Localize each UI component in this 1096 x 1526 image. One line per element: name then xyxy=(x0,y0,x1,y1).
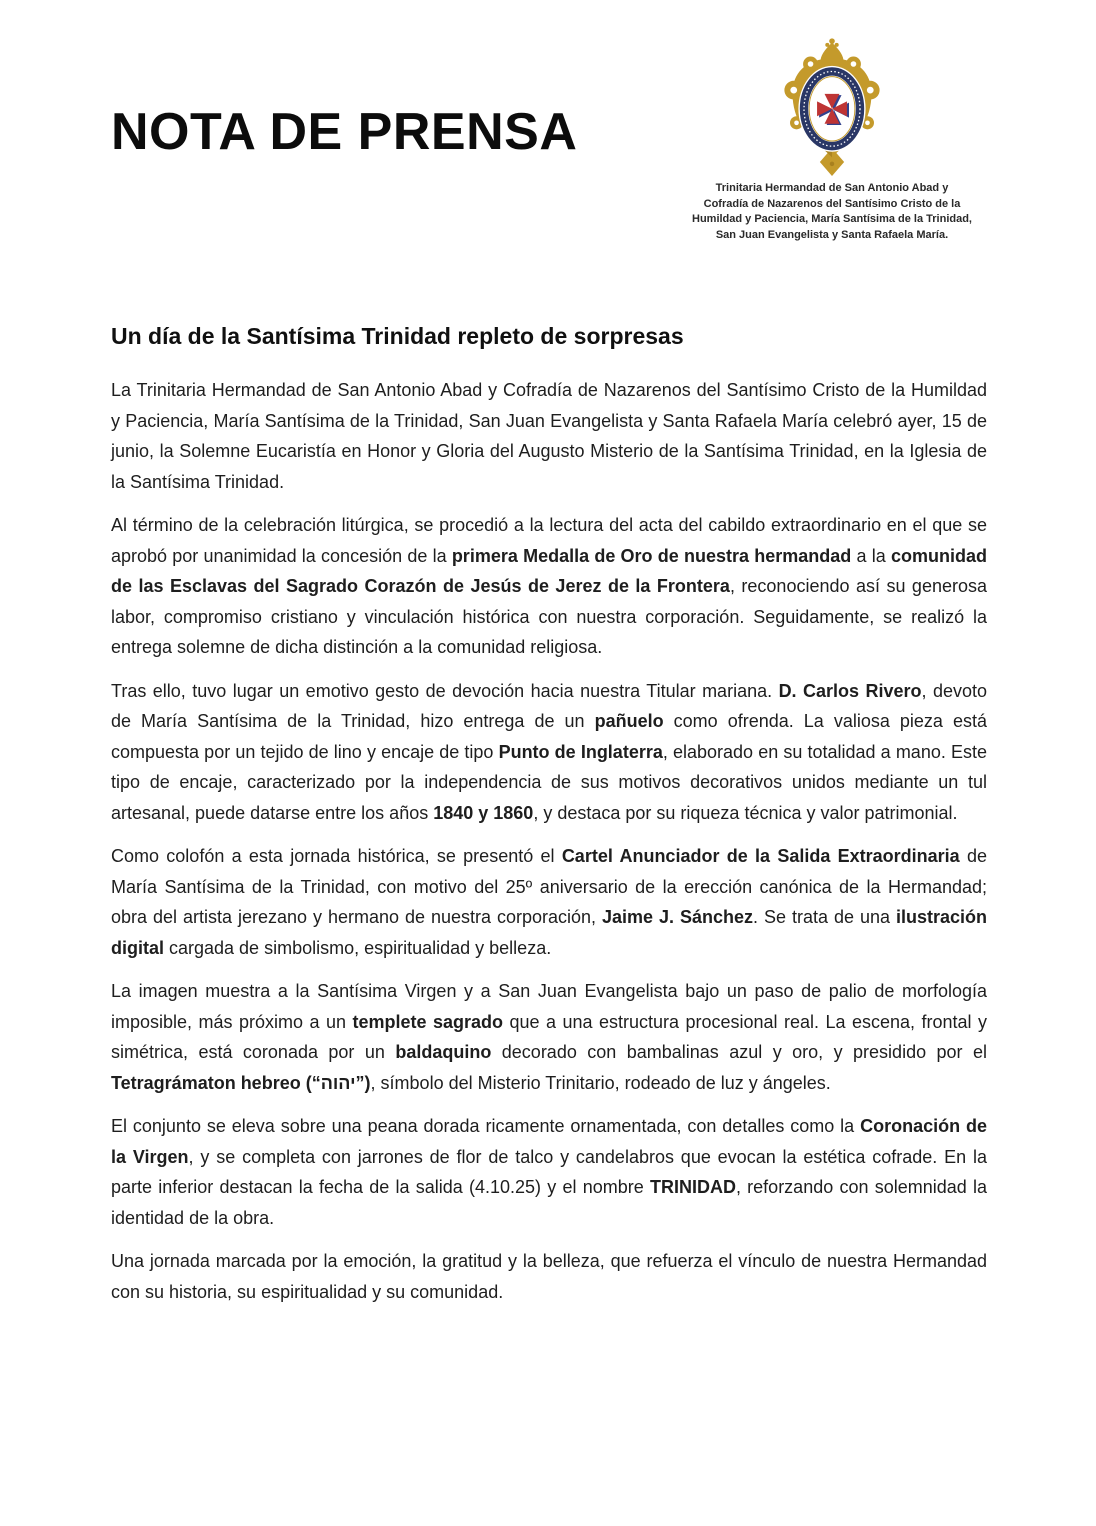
emphasis-text: templete sagrado xyxy=(352,1011,503,1032)
organization-name-line: Trinitaria Hermandad de San Antonio Abad y xyxy=(715,182,949,194)
emphasis-text: 1840 y 1860 xyxy=(433,802,534,823)
body-text: de María Santísima de la Trinidad, con motivo del 25º aniversario de la erección canónica de la Hermandad; obra del artista jerezano y hermano de nuestra corporación, xyxy=(111,846,987,927)
body-text: , y destaca por su riqueza técnica y valor patrimonial. xyxy=(533,802,958,823)
emphasis-text: Punto de Inglaterra xyxy=(498,741,663,762)
emphasis-text: Tetragrámaton hebreo (“יהוה”) xyxy=(111,1072,371,1093)
emphasis-text: Coronación de la Virgen xyxy=(111,1116,987,1167)
emphasis-text: TRINIDAD xyxy=(649,1177,736,1197)
emphasis-text: Jaime J. Sánchez xyxy=(602,907,754,927)
body-text: Al término de la celebración litúrgica, se procedió a la lectura del acta del cabildo extraordinario en el que se aprobó por unanimidad la concesión de la xyxy=(111,515,987,566)
body-text: a la xyxy=(851,545,891,566)
body-text: , símbolo del Misterio Trinitario, rodeado de luz y ángeles. xyxy=(370,1072,831,1093)
hermandad-crest-logo xyxy=(774,36,890,176)
emphasis-text: ilustración digital xyxy=(111,907,987,958)
paragraph-gold-medal xyxy=(111,510,987,663)
body-text: El conjunto se eleva sobre una peana dorada ricamente ornamentada, con detalles como la xyxy=(111,1116,861,1136)
body-text: , reconociendo así su generosa labor, compromiso cristiano y vinculación histórica con nuestra corporación. Seguidamente, se realizó la entrega solemne de dicha distinción a la comunidad religiosa. xyxy=(111,576,987,657)
paragraph-cartel xyxy=(111,841,987,963)
organization-name-line: Cofradía de Nazarenos del Santísimo Cristo de la xyxy=(703,197,961,210)
article-heading: Un día de la Santísima Trinidad repleto de sorpresas xyxy=(111,323,684,349)
organization-name-line: San Juan Evangelista y Santa Rafaela María. xyxy=(715,228,949,241)
emphasis-text: D. Carlos Rivero xyxy=(778,680,922,701)
body-text: , devoto de María Santísima de la Trinidad, hizo entrega de un xyxy=(111,680,988,731)
body-text: , elaborado en su totalidad a mano. Este tipo de encaje, caracterizado por la independencia de sus motivos decorativos unidos mediante un tul artesanal, puede datarse entre los años xyxy=(111,741,987,823)
organization-block xyxy=(658,36,1006,243)
emphasis-text: primera Medalla de Oro de nuestra hermandad xyxy=(451,545,852,566)
emphasis-text: baldaquino xyxy=(395,1042,492,1062)
body-text: , reforzando con solemnidad la identidad de la obra. xyxy=(111,1177,987,1228)
paragraph-eucharist xyxy=(111,375,987,497)
body-text: La Trinitaria Hermandad de San Antonio Abad y Cofradía de Nazarenos del Santísimo Cristo de la Humildad y Paciencia, María Santísima de la Trinidad, San Juan Evangelista y Santa Rafaela María celebró ayer, 15 de junio, la Solemne Eucaristía en Honor y Gloria del Augusto Misterio de la Santísima Trinidad, en la Iglesia de la Santísima Trinidad. xyxy=(111,380,987,492)
body-text: cargada de simbolismo, espiritualidad y belleza. xyxy=(164,937,552,958)
body-text: Tras ello, tuvo lugar un emotivo gesto de devoción hacia nuestra Titular mariana. xyxy=(111,680,779,701)
body-text: como ofrenda. La valiosa pieza está compuesta por un tejido de lino y encaje de tipo xyxy=(111,711,987,762)
body-text: La imagen muestra a la Santísima Virgen y a San Juan Evangelista bajo un paso de palio de morfología imposible, más próximo a un xyxy=(111,981,987,1032)
body-text: Como colofón a esta jornada histórica, se presentó el xyxy=(111,846,562,866)
body-text: decorado con bambalinas azul y oro, y presidido por el xyxy=(491,1042,987,1062)
body-text: Una jornada marcada por la emoción, la gratitud y la belleza, que refuerza el vínculo de nuestra Hermandad con su historia, su espiritualidad y su comunidad. xyxy=(111,1251,987,1302)
article-body xyxy=(111,323,987,1320)
emphasis-text: comunidad de las Esclavas del Sagrado Corazón de Jesús de Jerez de la Frontera xyxy=(111,545,987,596)
body-text: . Se trata de una xyxy=(753,907,896,927)
paragraph-panuelo-offering xyxy=(111,676,987,829)
paragraph-closing xyxy=(111,1246,987,1307)
body-text: , y se completa con jarrones de flor de talco y candelabros que evocan la estética cofrade. En la parte inferior destacan la fecha de la salida (4.10.25) y el nombre xyxy=(111,1146,987,1197)
organization-name xyxy=(658,181,1006,243)
paragraph-image-description xyxy=(111,976,987,1098)
organization-name-line: Humildad y Paciencia, María Santísima de la Trinidad, xyxy=(692,213,972,225)
emphasis-text: Cartel Anunciador de la Salida Extraordinaria xyxy=(561,846,960,866)
document-title: NOTA DE PRENSA xyxy=(111,103,578,161)
emphasis-text: pañuelo xyxy=(594,711,664,731)
body-text: que a una estructura procesional real. La escena, frontal y simétrica, está coronada por un xyxy=(111,1011,987,1062)
paragraph-peana-details xyxy=(111,1111,987,1233)
